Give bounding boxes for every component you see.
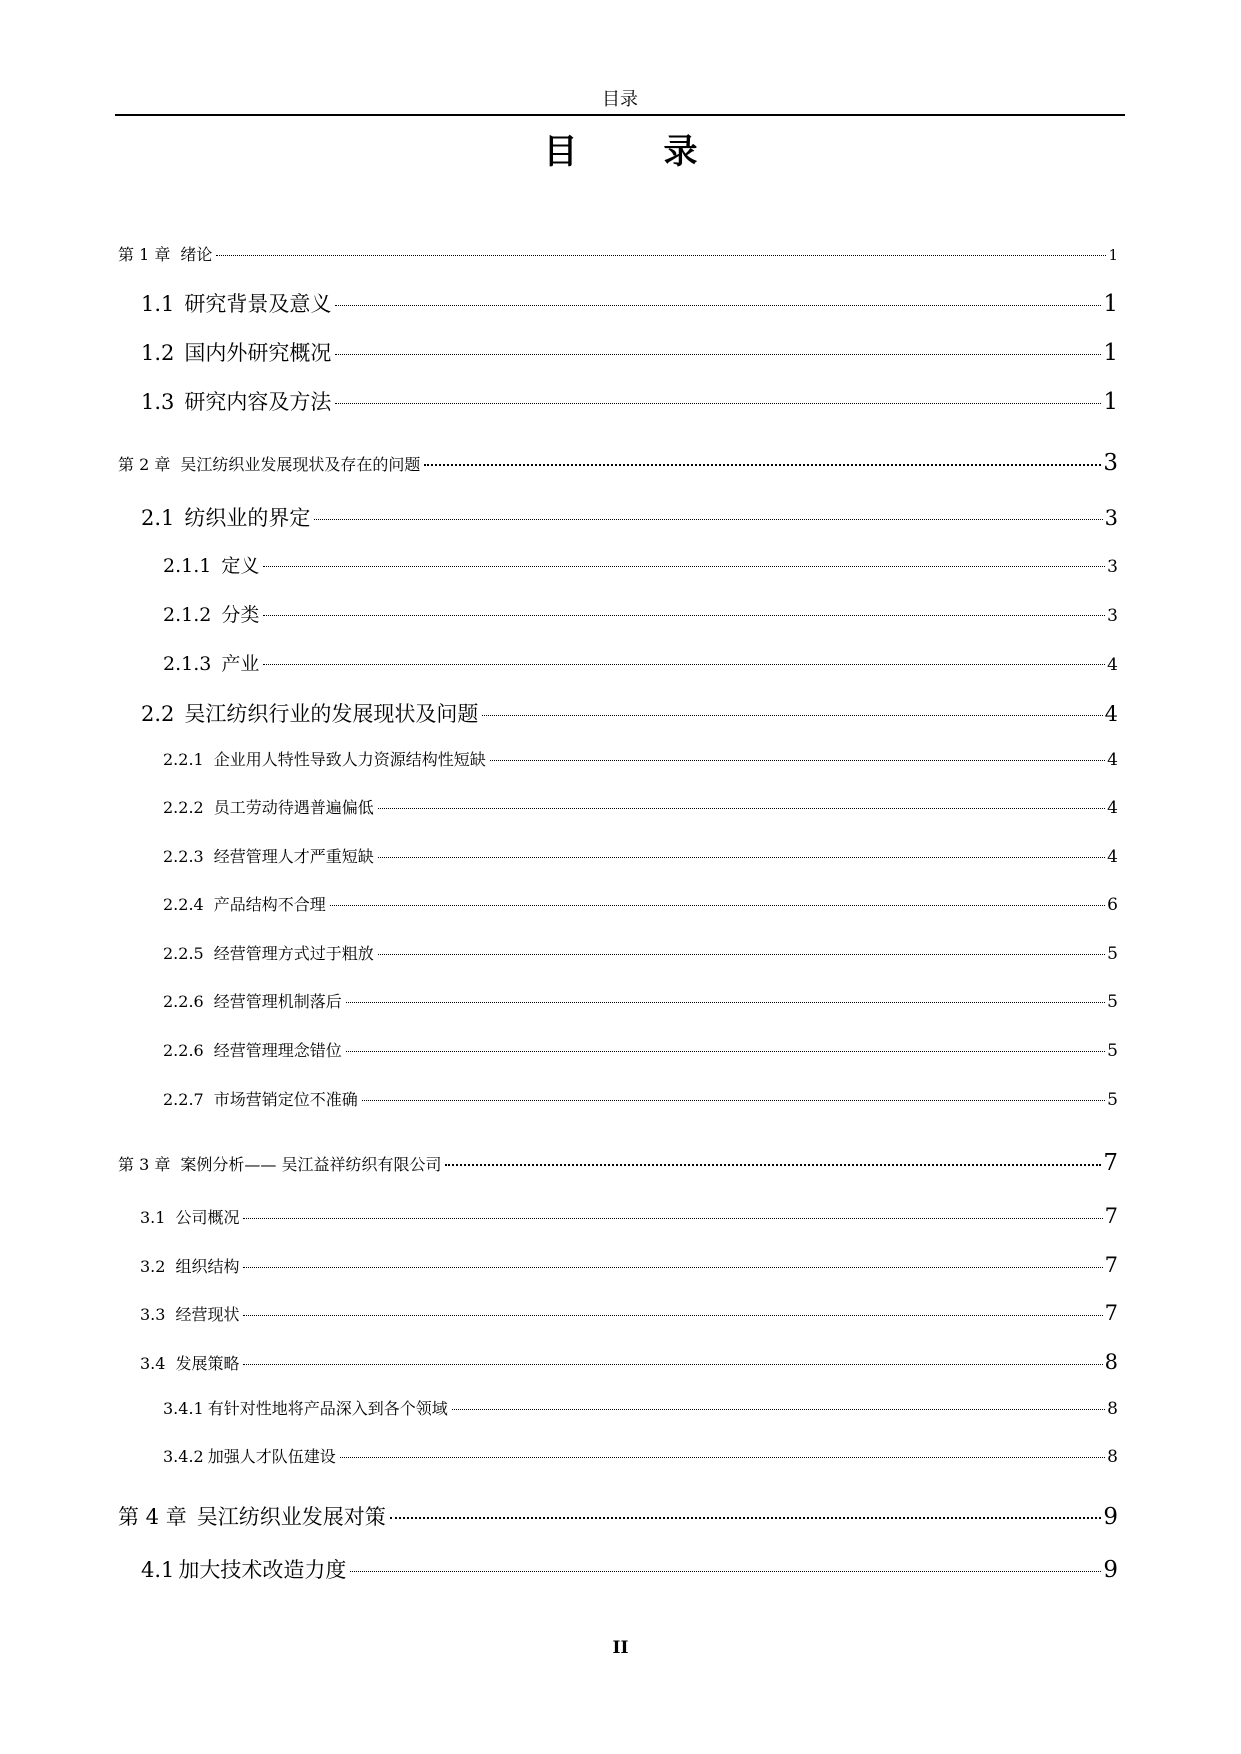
dot-leader	[330, 891, 1105, 906]
toc-entry[interactable]	[163, 1090, 1118, 1111]
dot-leader	[424, 450, 1101, 466]
toc-entry-page: 1	[1108, 246, 1118, 265]
toc-entry-page: 6	[1107, 895, 1118, 916]
toc-entry-page: 7	[1104, 1301, 1118, 1325]
toc-entry-title: 加强人才队伍建设	[207, 1447, 336, 1467]
dot-leader	[346, 988, 1105, 1003]
toc-entry-number: 2.2.6	[163, 1041, 204, 1061]
toc-entry-page: 9	[1103, 1557, 1118, 1583]
toc-entry-number: 2.1.2	[163, 604, 212, 627]
toc-entry-page: 3	[1107, 606, 1118, 627]
toc-entry-title: 有针对性地将产品深入到各个领域	[207, 1399, 448, 1419]
toc-entry-number: 2.2.2	[163, 798, 204, 818]
toc-entry[interactable]	[118, 1150, 1118, 1178]
toc-entry[interactable]	[163, 554, 1118, 578]
dot-leader	[335, 384, 1101, 404]
running-header: 目录	[602, 89, 638, 110]
toc-entry[interactable]	[140, 1204, 1118, 1229]
toc-entry-title: 吴江纺织业发展现状及存在的问题	[180, 455, 421, 474]
dot-leader	[362, 1086, 1105, 1101]
toc-entry-title: 研究背景及意义	[184, 292, 332, 316]
toc-entry-title: 产业	[221, 653, 260, 676]
toc-entry-number: 3.4.2	[163, 1447, 204, 1467]
toc-entry-title: 国内外研究概况	[184, 341, 332, 365]
toc-entry-number: 3.3	[140, 1305, 166, 1324]
toc-entry[interactable]	[163, 847, 1118, 868]
toc-entry-number: 2.2.7	[163, 1090, 204, 1110]
toc-entry-number: 2.2.4	[163, 895, 204, 915]
toc-entry-number: 3.4.1	[163, 1399, 204, 1419]
dot-leader	[243, 1301, 1102, 1316]
toc-entry[interactable]	[163, 603, 1118, 627]
toc-entry-number: 1.3	[141, 390, 175, 414]
toc-entry-number: 3.2	[140, 1257, 166, 1276]
toc-entry-number: 4.1	[141, 1558, 175, 1582]
dot-leader	[378, 940, 1105, 955]
toc-entry[interactable]	[163, 1041, 1118, 1062]
toc-entry-title: 产品结构不合理	[213, 895, 326, 915]
toc-entry-page: 5	[1107, 1090, 1118, 1111]
toc-entry[interactable]	[118, 245, 1118, 265]
dot-leader	[340, 1443, 1105, 1458]
toc-entry[interactable]	[141, 389, 1118, 417]
toc-entry[interactable]	[141, 1557, 1118, 1585]
toc-entry[interactable]	[163, 1399, 1118, 1420]
toc-entry-title: 吴江纺织行业的发展现状及问题	[184, 701, 479, 726]
toc-entry-page: 4	[1107, 750, 1118, 771]
toc-entry-page: 5	[1107, 992, 1118, 1013]
toc-entry-number: 2.2.3	[163, 847, 204, 867]
toc-entry-title: 公司概况	[175, 1208, 240, 1227]
toc-entry[interactable]	[118, 1503, 1118, 1531]
dot-leader	[335, 286, 1101, 306]
footer-page-number: II	[612, 1638, 629, 1658]
toc-entry-title: 研究内容及方法	[184, 390, 332, 414]
dot-leader	[243, 1253, 1102, 1268]
toc-entry-page: 4	[1104, 701, 1118, 726]
toc-entry-title: 组织结构	[175, 1257, 240, 1276]
dot-leader	[243, 1204, 1102, 1219]
toc-entry-title: 企业用人特性导致人力资源结构性短缺	[213, 750, 486, 770]
toc-entry-page: 4	[1107, 847, 1118, 868]
dot-leader	[452, 1395, 1105, 1410]
dot-leader	[243, 1350, 1102, 1365]
toc-entry-title: 经营管理机制落后	[213, 992, 342, 1012]
toc-entry-title: 经营现状	[175, 1305, 240, 1324]
toc-entry-number: 第 1 章	[118, 245, 171, 265]
toc-entry-title: 案例分析—— 吴江益祥纺织有限公司	[180, 1155, 442, 1174]
toc-entry-number: 第 4 章	[118, 1504, 187, 1529]
toc-entry-page: 9	[1103, 1503, 1118, 1530]
toc-entry-page: 3	[1104, 505, 1118, 530]
toc-entry[interactable]	[163, 750, 1118, 771]
toc-entry-page: 3	[1107, 557, 1118, 578]
toc-entry[interactable]	[163, 1447, 1118, 1468]
toc-entry-number: 3.1	[140, 1208, 166, 1227]
toc-entry[interactable]	[140, 1253, 1118, 1278]
toc-entry-page: 1	[1103, 291, 1118, 317]
toc-entry[interactable]	[140, 1350, 1118, 1375]
toc-entry-page: 8	[1107, 1399, 1118, 1420]
dot-leader	[346, 1037, 1105, 1052]
toc-entry-title: 定义	[221, 555, 260, 578]
toc-entry-number: 2.2.5	[163, 944, 204, 964]
toc-entry-title: 绪论	[180, 245, 213, 265]
toc-entry[interactable]	[140, 1301, 1118, 1326]
toc-entry-title: 市场营销定位不准确	[213, 1090, 358, 1110]
toc-entry[interactable]	[141, 291, 1118, 319]
toc-entry[interactable]	[141, 505, 1118, 531]
toc-entry-page: 3	[1103, 450, 1118, 476]
dot-leader	[378, 843, 1105, 858]
toc-entry-number: 第 2 章	[118, 455, 171, 474]
toc-entry[interactable]	[163, 895, 1118, 916]
dot-leader	[314, 500, 1102, 520]
toc-entry[interactable]	[163, 798, 1118, 819]
toc-entry[interactable]	[141, 340, 1118, 368]
toc-entry-title: 经营管理人才严重短缺	[213, 847, 374, 867]
toc-entry-title: 吴江纺织业发展对策	[196, 1504, 386, 1529]
toc-entry-page: 1	[1103, 389, 1118, 415]
toc-entry-title: 经营管理方式过于粗放	[213, 944, 374, 964]
toc-entry-page: 4	[1107, 655, 1118, 676]
dot-leader	[482, 696, 1102, 716]
dot-leader	[350, 1552, 1101, 1572]
toc-entry-page: 5	[1107, 1041, 1118, 1062]
dot-leader	[378, 794, 1105, 809]
toc-entry-page: 5	[1107, 944, 1118, 965]
toc-entry-number: 2.2	[141, 701, 175, 726]
toc-entry-number: 2.2.1	[163, 750, 204, 770]
dot-leader	[263, 598, 1105, 616]
toc-entry-page: 1	[1103, 340, 1118, 366]
toc-entry-number: 2.2.6	[163, 992, 204, 1012]
toc-entry-page: 7	[1103, 1150, 1118, 1176]
dot-leader	[263, 647, 1105, 665]
toc-entry-title: 员工劳动待遇普遍偏低	[213, 798, 374, 818]
toc-entry-number: 第 3 章	[118, 1155, 171, 1174]
toc-entry-title: 经营管理理念错位	[213, 1041, 342, 1061]
toc-entry-page: 4	[1107, 798, 1118, 819]
toc-entry-page: 7	[1104, 1204, 1118, 1228]
toc-entry-number: 1.1	[141, 292, 175, 316]
toc-entry-number: 3.4	[140, 1354, 166, 1373]
toc-entry-number: 2.1.3	[163, 653, 212, 676]
toc-entry-title: 纺织业的界定	[184, 505, 311, 530]
toc-entry-title: 加大技术改造力度	[178, 1558, 347, 1582]
toc-entry[interactable]	[118, 450, 1118, 478]
toc-entry[interactable]	[163, 944, 1118, 965]
toc-title: 目 录	[543, 132, 724, 172]
toc-entry-number: 2.1	[141, 505, 175, 530]
toc-entry-page: 8	[1107, 1447, 1118, 1468]
dot-leader	[390, 1498, 1102, 1519]
toc-entry-page: 8	[1104, 1350, 1118, 1374]
toc-entry[interactable]	[163, 992, 1118, 1013]
dot-leader	[335, 335, 1101, 355]
dot-leader	[263, 549, 1105, 567]
toc-entry-title: 分类	[221, 604, 260, 627]
toc-entry-title: 发展策略	[175, 1354, 240, 1373]
toc-entry-number: 1.2	[141, 341, 175, 365]
dot-leader	[490, 746, 1105, 761]
toc-entry-page: 7	[1104, 1253, 1118, 1277]
toc-entry-number: 2.1.1	[163, 555, 212, 578]
dot-leader	[445, 1150, 1101, 1166]
dot-leader	[216, 241, 1106, 256]
toc-entry[interactable]	[141, 701, 1118, 727]
toc-entry[interactable]	[163, 652, 1118, 676]
